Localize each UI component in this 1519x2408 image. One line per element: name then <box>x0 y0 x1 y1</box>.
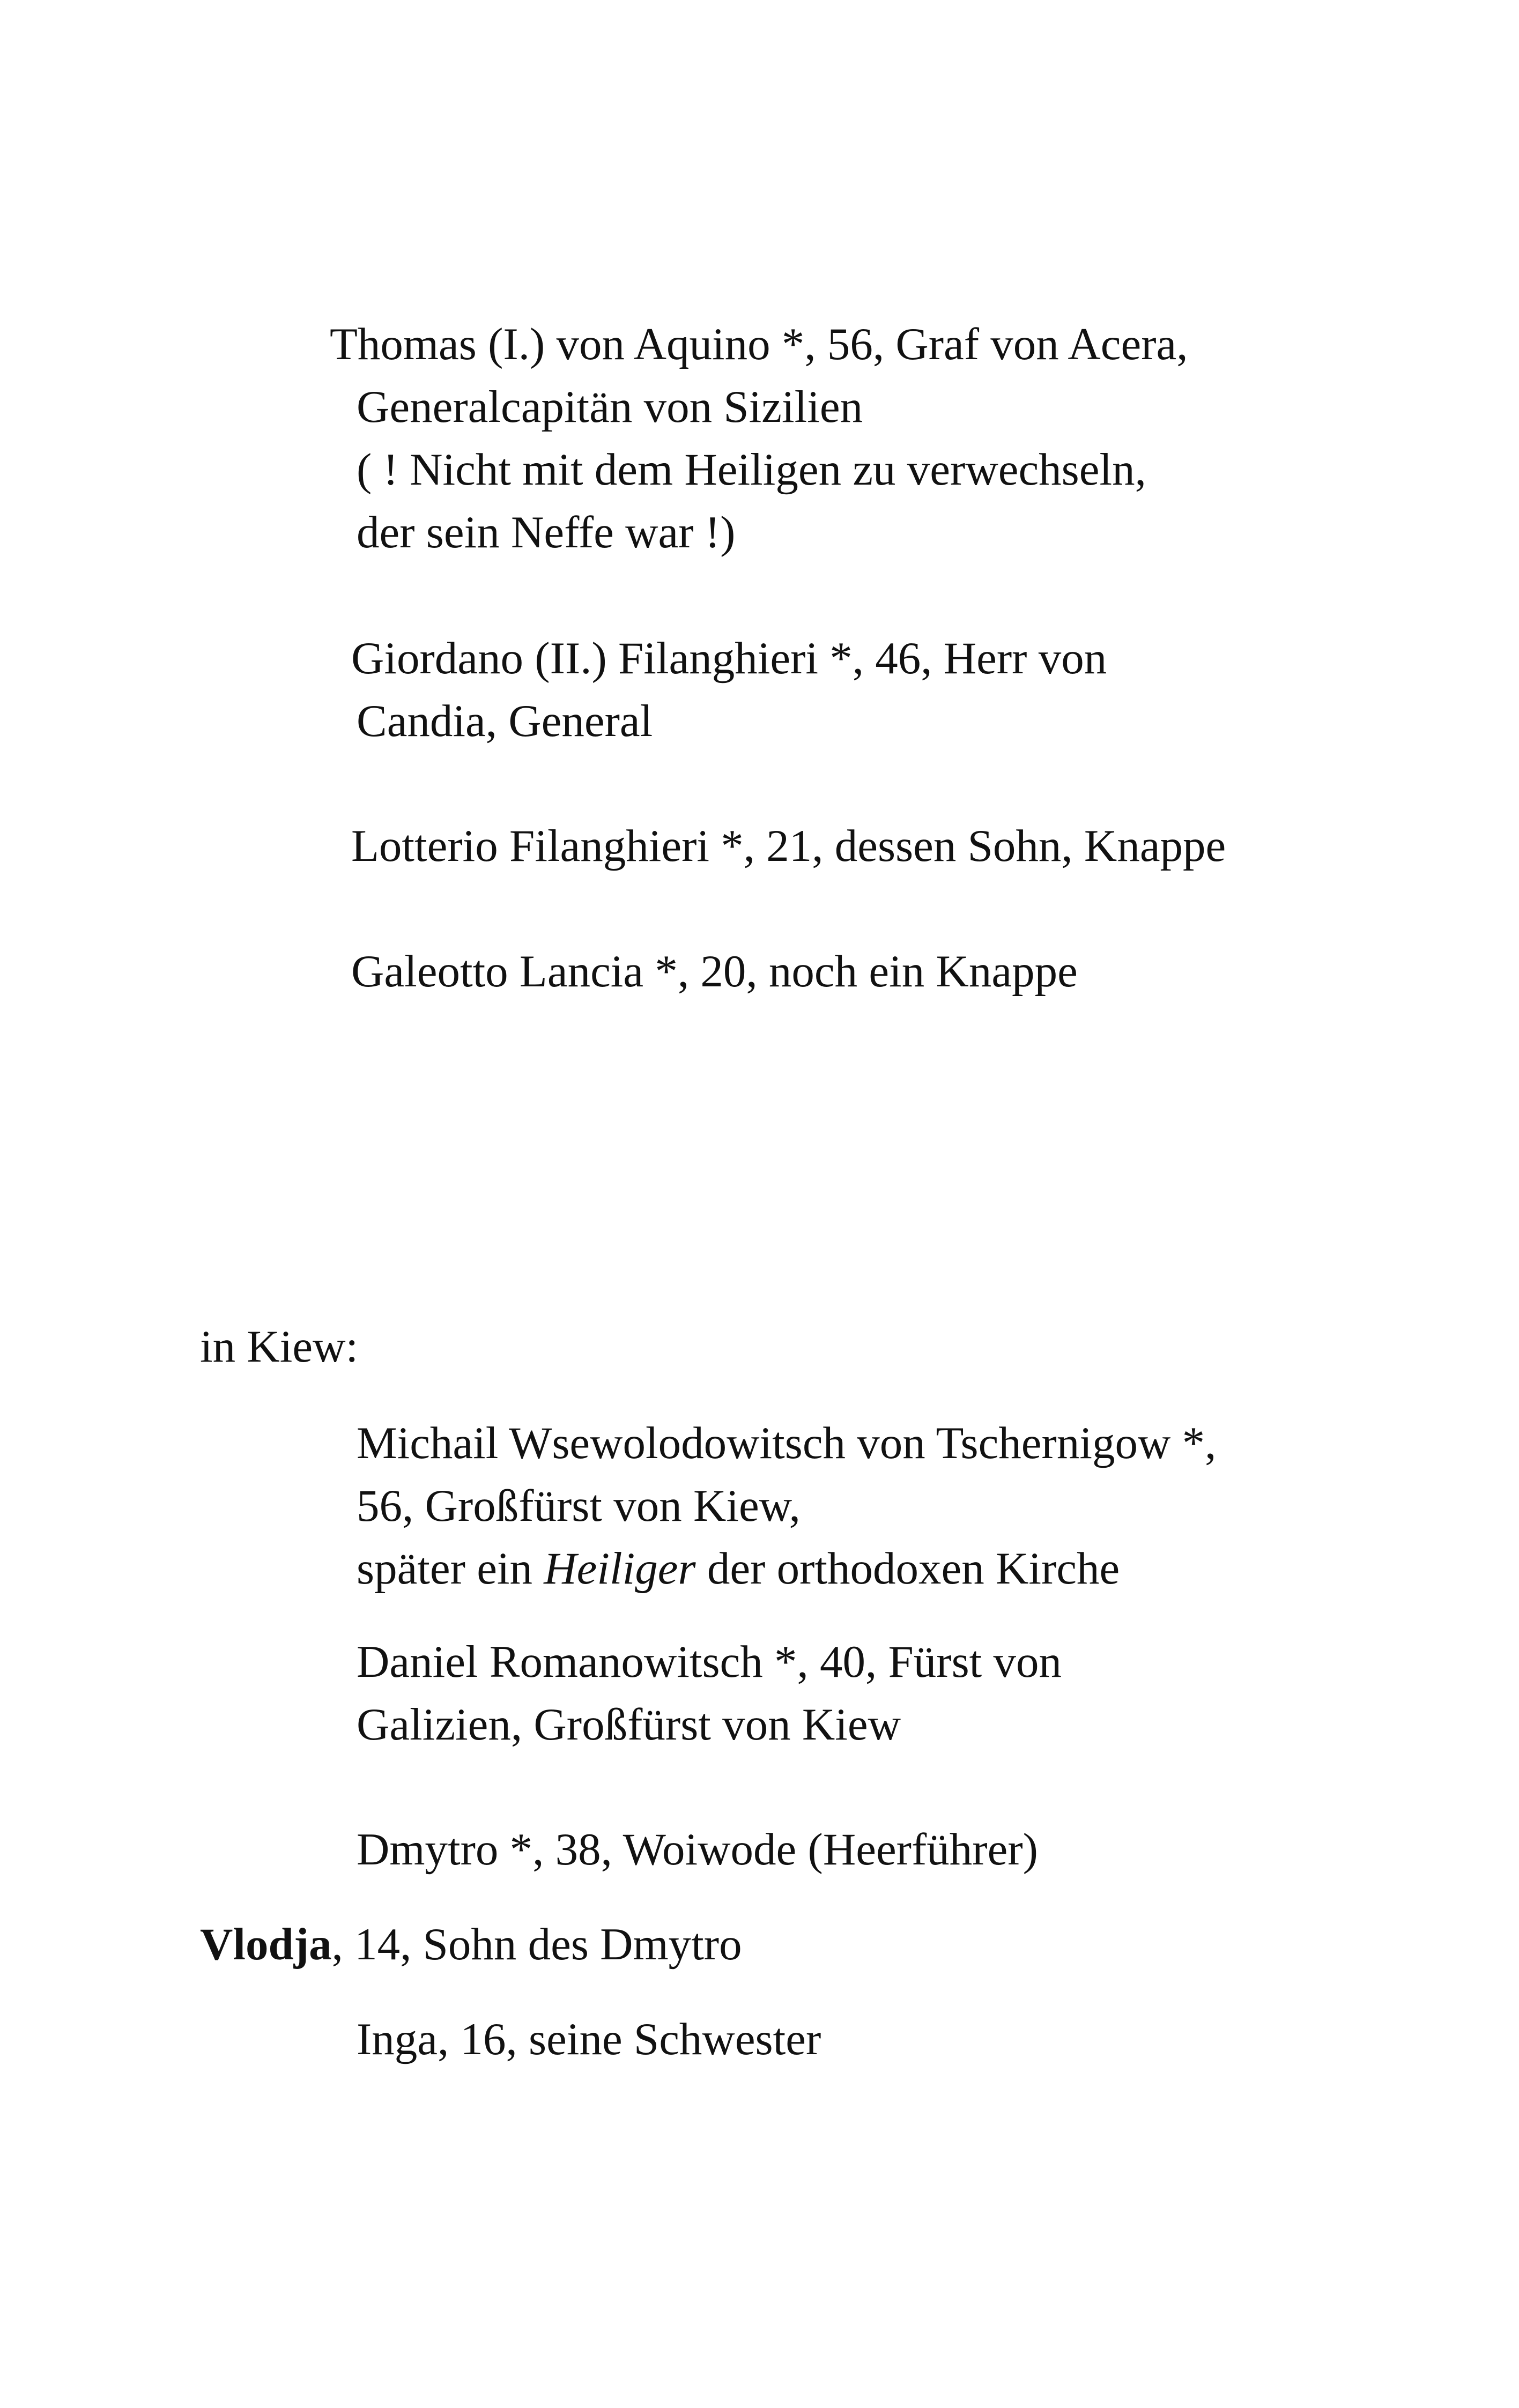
entry-daniel-line2: Galizien, Großfürst von Kiew <box>357 1699 901 1750</box>
michail-line3-pre: später ein <box>357 1543 544 1594</box>
entry-vlodja <box>200 1919 742 1969</box>
vlodja-rest: , 14, Sohn des Dmytro <box>331 1919 742 1969</box>
michail-line3-italic: Heiliger <box>544 1543 696 1594</box>
michail-line3-post: der orthodoxen Kirche <box>695 1543 1120 1594</box>
vlodja-name: Vlodja <box>200 1919 332 1969</box>
entry-michail-line3 <box>357 1543 1120 1594</box>
entry-daniel-line1: Daniel Romanowitsch *, 40, Fürst von <box>357 1637 1062 1687</box>
entry-thomas-line3: ( ! Nicht mit dem Heiligen zu verwechseln, <box>357 444 1146 495</box>
entry-giordano-line1: Giordano (II.) Filanghieri *, 46, Herr von <box>351 633 1107 683</box>
entry-michail-line2: 56, Großfürst von Kiew, <box>357 1481 801 1531</box>
entry-michail-line1: Michail Wsewolodowitsch von Tschernigow *, <box>357 1418 1217 1468</box>
entry-thomas-line1: Thomas (I.) von Aquino *, 56, Graf von Acera, <box>330 319 1188 369</box>
entry-thomas-line4: der sein Neffe war !) <box>357 507 736 558</box>
entry-giordano-line2: Candia, General <box>357 696 653 746</box>
entry-lotterio: Lotterio Filanghieri *, 21, dessen Sohn, Knappe <box>351 821 1226 871</box>
section-heading-kiew: in Kiew: <box>200 1321 359 1372</box>
entry-thomas-line2: Generalcapitän von Sizilien <box>357 382 863 432</box>
entry-inga: Inga, 16, seine Schwester <box>357 2014 821 2064</box>
entry-dmytro: Dmytro *, 38, Woiwode (Heerführer) <box>357 1824 1038 1875</box>
entry-galeotto: Galeotto Lancia *, 20, noch ein Knappe <box>351 946 1078 997</box>
